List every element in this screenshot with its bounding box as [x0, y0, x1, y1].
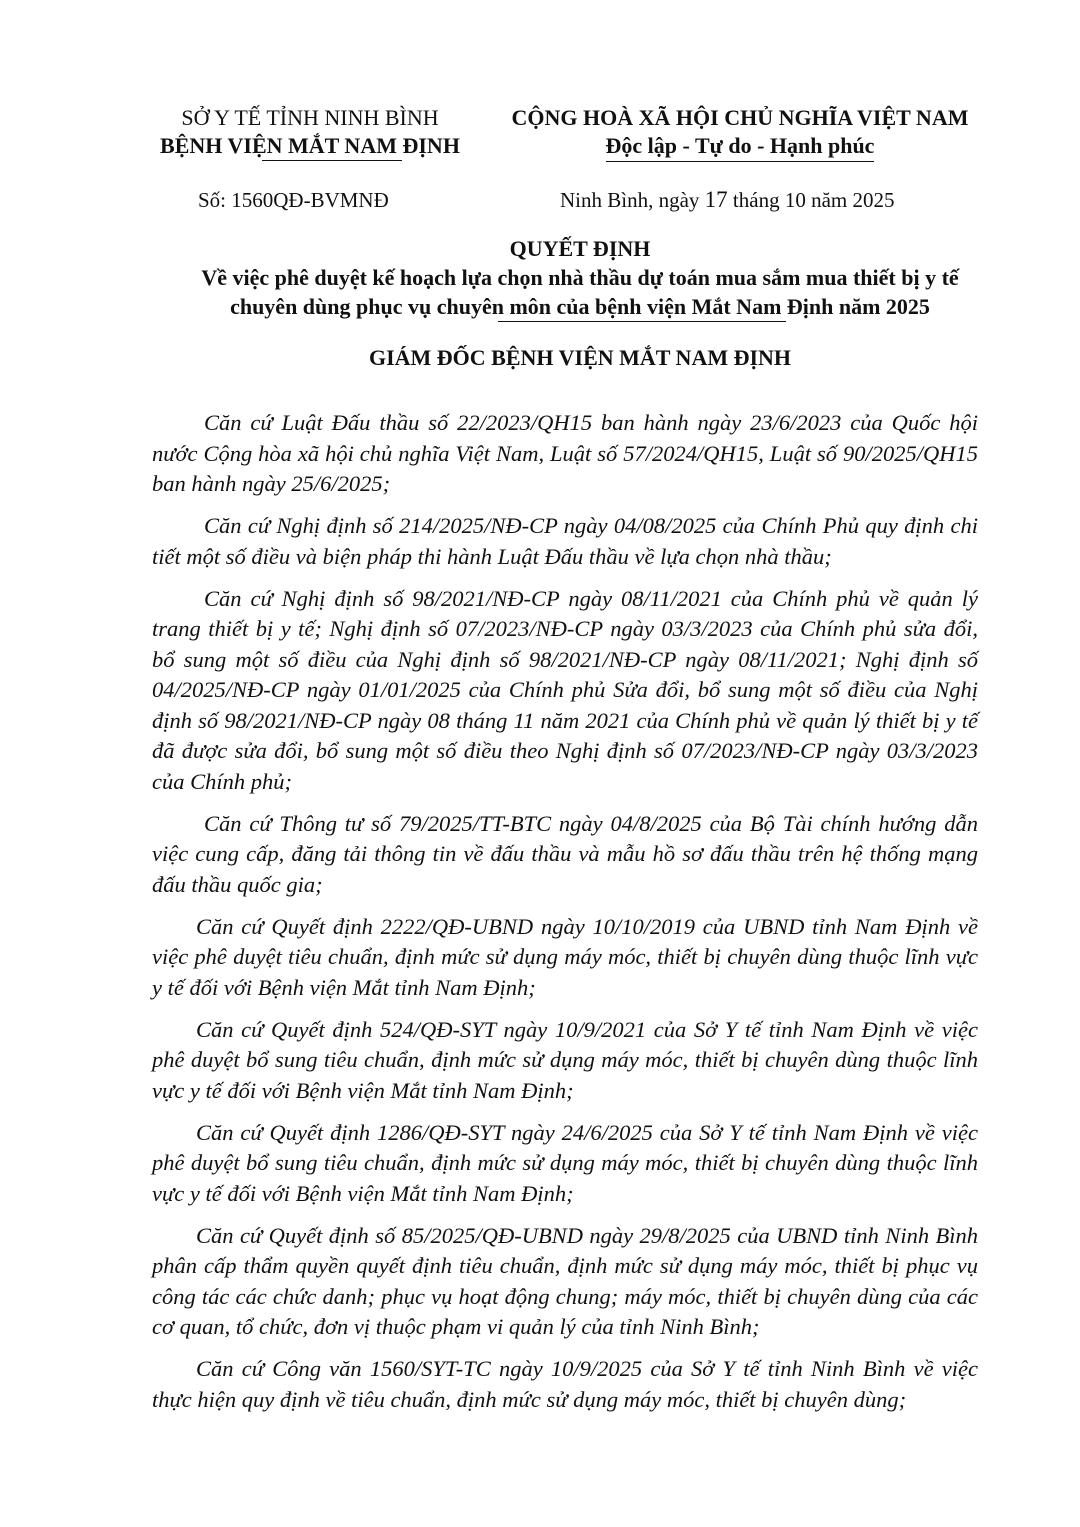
- hospital-name: BỆNH VIỆN MẮT NAM ĐỊNH: [160, 133, 460, 158]
- subject-underline: [498, 321, 786, 322]
- nation-name: CỘNG HOÀ XÃ HỘI CHỦ NGHĨA VIỆT NAM: [511, 105, 969, 130]
- decision-heading: QUYẾT ĐỊNH: [509, 236, 651, 261]
- legal-bases: [152, 408, 978, 1427]
- national-header-block: [480, 104, 1000, 162]
- decision-subject-line-1: Về việc phê duyệt kế hoạch lựa chọn nhà thầu dự toán mua sắm mua thiết bị y tế: [201, 265, 959, 290]
- legal-basis-paragraph: Căn cứ Thông tư số 79/2025/TT-BTC ngày 04/8/2025 của Bộ Tài chính hướng dẫn việc cung cấp, đăng tải thông tin về đấu thầu và mẫu hồ sơ đấu thầu trên hệ thống mạng đấu thầu quốc gia;: [152, 810, 978, 897]
- national-motto: Độc lập - Tự do - Hạnh phúc: [606, 132, 875, 162]
- legal-basis-paragraph: Căn cứ Quyết định 524/QĐ-SYT ngày 10/9/2021 của Sở Y tế tỉnh Nam Định về việc phê duyệt bổ sung tiêu chuẩn, định mức sử dụng máy móc, thiết bị chuyên dùng thuộc lĩnh vực y tế đối với Bệnh viện Mắt tỉnh Nam Định;: [152, 1016, 978, 1103]
- legal-basis-paragraph: Căn cứ Quyết định 2222/QĐ-UBND ngày 10/10/2019 của UBND tỉnh Nam Định về việc phê duyệt tiêu chuẩn, định mức sử dụng máy móc, thiết bị chuyên dùng thuộc lĩnh vực y tế đối với Bệnh viện Mắt tỉnh Nam Định;: [152, 913, 978, 1000]
- document-number: Số: 1560QĐ-BVMNĐ: [198, 188, 389, 212]
- department-name: SỞ Y TẾ TỈNH NINH BÌNH: [181, 105, 439, 130]
- legal-basis-paragraph: Căn cứ Công văn 1560/SYT-TC ngày 10/9/2025 của Sở Y tế tỉnh Ninh Bình về việc thực hiện quy định về tiêu chuẩn, định mức sử dụng máy móc, thiết bị chuyên dùng;: [152, 1356, 978, 1412]
- issuer-title: GIÁM ĐỐC BỆNH VIỆN MẮT NAM ĐỊNH: [368, 345, 792, 370]
- date-suffix: tháng 10 năm 2025: [732, 188, 895, 212]
- legal-basis-paragraph: Căn cứ Nghị định số 214/2025/NĐ-CP ngày 04/08/2025 của Chính Phủ quy định chi tiết một số điều và biện pháp thi hành Luật Đấu thầu về lựa chọn nhà thầu;: [152, 513, 978, 569]
- hospital-underline: [262, 160, 402, 161]
- legal-basis-paragraph: Căn cứ Quyết định 1286/QĐ-SYT ngày 24/6/2025 của Sở Y tế tỉnh Nam Định về việc phê duyệt bổ sung tiêu chuẩn, định mức sử dụng máy móc, thiết bị chuyên dùng thuộc lĩnh vực y tế đối với Bệnh viện Mắt tỉnh Nam Định;: [152, 1119, 978, 1206]
- issue-date: [560, 186, 894, 214]
- decision-subject-line-2: chuyên dùng phục vụ chuyên môn của bệnh viện Mắt Nam Định năm 2025: [230, 294, 930, 319]
- legal-basis-paragraph: Căn cứ Nghị định số 98/2021/NĐ-CP ngày 08/11/2021 của Chính phủ về quản lý trang thiết bị y tế; Nghị định số 07/2023/NĐ-CP ngày 03/3/2023 của Chính phủ sửa đổi, bổ sung một số điều của Nghị định số 98/2021/NĐ-CP ngày 08/11/2021; Nghị định số 04/2025/NĐ-CP ngày 01/01/2025 của Chính phủ Sửa đổi, bổ sung một số điều của Nghị định số 98/2021/NĐ-CP ngày 08 tháng 11 năm 2021 của Chính phủ về quản lý thiết bị y tế đã được sửa đổi, bổ sung một số điều theo Nghị định số 07/2023/NĐ-CP ngày 03/3/2023 của Chính phủ;: [152, 585, 978, 794]
- legal-basis-paragraph: Căn cứ Luật Đấu thầu số 22/2023/QH15 ban hành ngày 23/6/2023 của Quốc hội nước Cộng hòa xã hội chủ nghĩa Việt Nam, Luật số 57/2024/QH15, Luật số 90/2025/QH15 ban hành ngày 25/6/2025;: [152, 410, 978, 496]
- legal-basis-paragraph: Căn cứ Quyết định số 85/2025/QĐ-UBND ngày 29/8/2025 của UBND tỉnh Ninh Bình phân cấp thẩm quyền quyết định tiêu chuẩn, định mức sử dụng máy móc, thiết bị phục vụ công tác các chức danh; phục vụ hoạt động chung; máy móc, thiết bị chuyên dùng của các cơ quan, tổ chức, đơn vị thuộc phạm vi quản lý của tỉnh Ninh Bình;: [152, 1222, 978, 1339]
- date-prefix: Ninh Bình, ngày: [560, 188, 700, 212]
- issuing-agency-block: [120, 104, 500, 161]
- decision-title-block: [90, 234, 1070, 321]
- date-day: 17: [704, 187, 728, 212]
